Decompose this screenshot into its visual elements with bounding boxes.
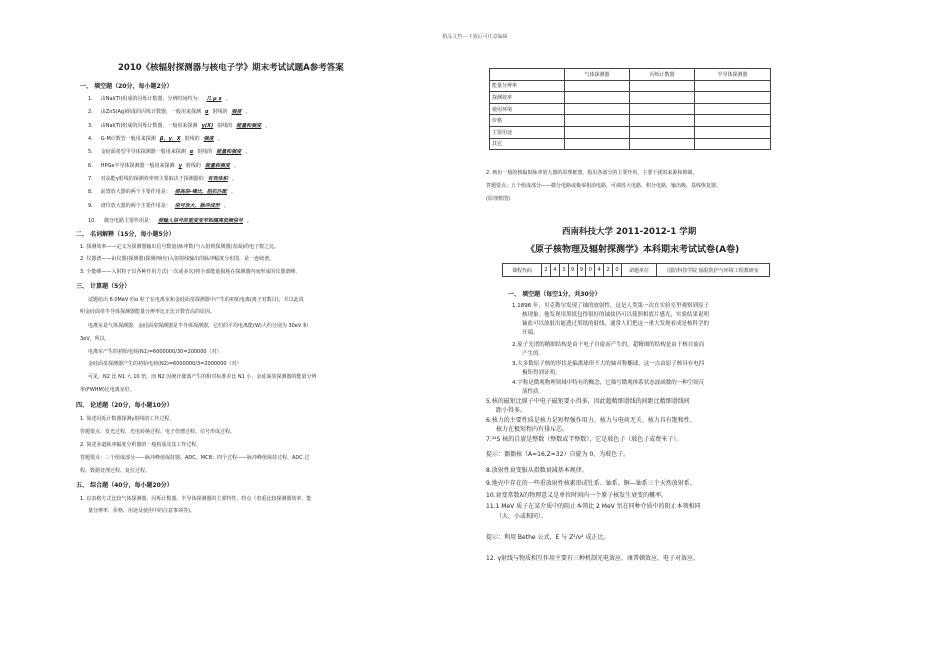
fill-item: [88, 124, 270, 130]
section-def-title: 二、 名词解释（15分，每小题5分）: [76, 231, 175, 238]
question-text: 。: [245, 109, 251, 115]
def-item: 3. 全能峰——入射粒子以各种作用方式(一次或多次)将全部能量损耗在探测器内而形成的仪器谱峰。: [80, 269, 301, 275]
code-digit: 3: [559, 264, 568, 277]
calc-line: 金硅面垒探测器产生的初始电荷(N2)=6000000/3=2000000（对）: [88, 361, 242, 367]
question-text: 6.: [88, 163, 93, 169]
q2-answer: 答题要点：五个组成部分——微分电路或极零相消电路，可调放大电路，积分电路，输出级，基线恢复器。: [486, 183, 722, 189]
exam-line: 3.大多数原子核的形状是偏离球形不大的轴对称椭球，这一点由原子核具有电四: [512, 361, 705, 367]
exam-line: 1.1896 年，贝克勒尔发现了铀的放射性，这是人类第一次在实验室里观察到原子: [512, 303, 709, 309]
section-calc-title: 三、 计算题（5分）: [76, 283, 131, 290]
question-text: 射线的: [212, 109, 228, 115]
answer-text: 能量和强度: [216, 149, 242, 155]
question-text: 前置放大器的两个主要作用是：: [100, 189, 171, 195]
question-text: 7.: [88, 176, 93, 182]
question-text: G-M计数管一般用来探测: [100, 136, 156, 142]
code-digit: 0: [613, 264, 622, 277]
exam-line: 极矩得到证明。: [522, 370, 561, 376]
comparison-table: [489, 68, 771, 150]
code-digit: 9: [568, 264, 577, 277]
essay-line: 1. 简述闪烁计数器探测γ射线的工作过程。: [80, 416, 175, 422]
question-text: 射线的: [184, 136, 200, 142]
section-fill-title-2: 一、 填空题（每空1分，共30分）: [508, 291, 601, 298]
row-label: 价格: [490, 115, 565, 127]
question-text: 10.: [88, 218, 96, 224]
exam-line: 8.放射性衰变服从指数衰减基本规律。: [486, 467, 588, 474]
code-digit: 0: [586, 264, 595, 277]
table-row: [490, 115, 771, 127]
exam-line: 10.衰变常数λ的物理意义是单位时间内一个原子核发生衰变的概率。: [486, 492, 668, 499]
row-label: 探测效率: [490, 92, 565, 104]
answer-text: γ(X): [201, 123, 214, 129]
exam-line: 提示：偶偶核（A=16,Z=32）自旋为 0，为玻色子。: [486, 451, 630, 458]
row-label: 使用环境: [490, 103, 565, 115]
question-text: 3.: [88, 123, 93, 129]
comp-line: 量分辨率、价格、用途及使用中的注意事项等)。: [88, 508, 195, 514]
section-essay-title: 四、 论述题（20分，每小题10分）: [76, 402, 173, 409]
exam-line: （大、小或相同）。: [496, 513, 548, 520]
question-text: 。: [245, 149, 251, 155]
fill-item: [88, 97, 231, 103]
question-text: 1.: [88, 96, 93, 102]
essay-line: 答题要点：三个组成部分——脉冲峰值保持器、ADC、MCB；四个过程——脉冲峰值保持过程、ADC 过: [80, 455, 310, 461]
info-cell: 国防科技学院 辐射防护与环境工程教研室: [657, 264, 770, 277]
section-fill-title: 一、 填空题（20分，每小题2分）: [80, 83, 173, 90]
exam-line: 7.³²S 核的自旋是整数（整数或半整数），它是玻色子（玻色子或费米子）。: [486, 436, 683, 443]
row-label: 主要用途: [490, 126, 565, 138]
question-text: 。: [231, 176, 237, 182]
question-text: 2.: [88, 109, 93, 115]
question-text: 射线的: [197, 149, 213, 155]
question-text: 。: [233, 163, 239, 169]
question-text: HPGe半导体探测器一般用来探测: [100, 163, 175, 169]
exam-title-2: 《原子核物理及辐射探测学》本科期末考试试卷(A卷): [526, 245, 740, 255]
exam-line: 12. γ射线与物质相互作用主要有三种机制光电效应、康普顿效应、电子对效应。: [486, 555, 700, 562]
info-cell: 课程代码: [503, 264, 542, 277]
answer-text: 几 μ s: [206, 96, 222, 102]
page-header: 精品文档---下载后可任意编辑: [442, 34, 508, 40]
fill-item: [88, 137, 223, 143]
exam-line: 核现象。他发现用黑纸包得很好的铀盐仍可以使照相底片感光，实验结果说明: [522, 312, 710, 318]
question-text: 。: [265, 123, 271, 129]
answer-text: 提高信-噪比、阻抗匹配: [174, 189, 227, 195]
question-text: 。: [223, 203, 229, 209]
question-text: 谱仪放大器的两个主要作用是：: [100, 203, 171, 209]
question-text: 由NaI(Tl)组成的闪烁计数器，一般用来探测: [100, 123, 198, 129]
fill-item: [88, 177, 237, 183]
question-text: 射线的: [185, 163, 201, 169]
exam-line: 开端。: [522, 330, 539, 336]
question-text: 射线的: [217, 123, 233, 129]
question-text: 。: [230, 189, 236, 195]
answer-text: 信号放大、脉冲成形: [174, 203, 220, 209]
question-text: 。: [225, 96, 231, 102]
question-text: 金硅面垒型半导体探测器一般用来探测: [100, 149, 186, 155]
question-text: 。: [217, 136, 223, 142]
calc-line: 3eV。所以，: [80, 336, 110, 342]
question-text: 8.: [88, 189, 93, 195]
exam-title: 2010《核辐射探测器与核电子学》期末考试试题A参考答案: [118, 63, 344, 73]
university-title: 西南科技大学 2011-2012-1 学期: [562, 227, 697, 237]
table-header: 气体探测器: [565, 69, 630, 81]
code-digit: 9: [577, 264, 586, 277]
answer-text: α: [205, 109, 209, 115]
question-text: 由NaI(Tl)组成的闪烁计数器，分辨时间约为：: [100, 96, 203, 102]
answer-text: 能量和强度: [236, 123, 262, 129]
q2-answer: (原理框图): [486, 196, 510, 202]
exam-line: 6.核力的主要性质是核力是短程强作用力、核力与电荷无关、核力具有饱和性、: [486, 417, 696, 424]
table-header: 闪烁计数器: [630, 69, 695, 81]
answer-text: α: [189, 149, 194, 155]
exam-line: 提示：利用 Bethe 公式，E 与 Z²/v² 成正比。: [486, 534, 610, 541]
table-row: [490, 92, 771, 104]
exam-line: 铀盐可以放射出能透过黑纸的射线，通常人们把这一重大发现看成是核科学的: [522, 321, 710, 327]
question-text: 对高能γ射线的探测效率则主要取决于探测器的: [100, 176, 204, 182]
calc-line: 明金硅面垒半导体探测器能量分辨率比正比计数管高的原因。: [80, 309, 216, 315]
table-row: [490, 80, 771, 92]
exam-line: 11.1 MeV 质子在某介质中的阻止本领比 2 MeV 氘在同种介质中的阻止本领相同: [486, 503, 701, 510]
code-digit: 4: [595, 264, 604, 277]
question-text: 9.: [88, 203, 93, 209]
table-row: [503, 264, 770, 277]
exam-line: 5.核的磁矩比原子中电子磁矩要小得多，因此超精细谱线的间距比精细谱线间: [486, 398, 690, 405]
essay-line: 答题要点：发光过程、光电转换过程、电子倍增过程、信号形成过程。: [80, 429, 236, 435]
calc-line: 率(FWHM)比电离室好。: [80, 387, 135, 393]
answer-text: 能量和强度: [204, 163, 230, 169]
row-label: 能量分辨率: [490, 80, 565, 92]
def-item: 2. 仪器谱——由仪器(探测器)探测(响应)入射射线输出的脉冲幅度分布图，是一连续谱。: [80, 256, 275, 262]
exam-line: 产生的。: [522, 351, 545, 357]
answer-text: 强度: [203, 136, 214, 142]
code-digit: 2: [604, 264, 613, 277]
fill-item: [88, 190, 236, 196]
code-digit: 2: [542, 264, 551, 277]
exam-line: 9.地壳中存在的一些重放射性核素形成钍系、铀系、锕—铀系三个天然放射系。: [486, 480, 696, 487]
fill-item: [88, 219, 252, 225]
answer-text: 有效体积: [207, 176, 228, 182]
exam-line: 演性质。: [522, 389, 545, 395]
table-row: [490, 103, 771, 115]
fill-item: [88, 150, 250, 156]
table-header-row: [490, 69, 771, 81]
table-header: [490, 69, 565, 81]
table-row: [490, 126, 771, 138]
comp-line: 1. 以表格方式比较气体探测器、闪烁计数器、半导体探测器的主要特性、特点（着重比较探测器效率、能: [80, 496, 312, 502]
section-comp-title: 五、 综合题（40分，每小题20分）: [76, 482, 173, 489]
answer-text: β、γ、X: [159, 136, 181, 142]
q2-text: 2. 画出一般的核辐射脉冲放大器的原理框图，指出各部分的主要作用，主要干扰的来源和抑制。: [486, 170, 698, 176]
table-header: 半导体探测器: [695, 69, 771, 81]
exam-line: 核力在极短程内有排斥芯。: [496, 426, 569, 433]
code-digit: 4: [550, 264, 559, 277]
exam-line: 4.宇称是微观物理领域中特有的概念，它描写微观体系状态波函数的一种空间反: [512, 380, 705, 386]
fill-item: [88, 110, 251, 116]
question-text: 5.: [88, 149, 93, 155]
row-label: 其它: [490, 138, 565, 150]
question-text: 由ZnS(Ag)组成的闪烁计数器，一般用来探测: [100, 109, 202, 115]
essay-line: 程、数据处理过程、复位过程。: [80, 468, 151, 474]
exam-line: 2.原子光谱的精细结构是由于电子自旋而产生的，超精细的结构是由于核自旋而: [512, 342, 705, 348]
exam-line: 距小得多。: [496, 407, 527, 414]
def-item: 1. 探测效率——定义为探测器输出信号数量(脉冲数)与入射到探测器(表面)的电子数之比。: [80, 244, 280, 250]
question-text: 4.: [88, 136, 93, 142]
answer-text: 使输入信号的宽度变窄和隔离低频信号: [157, 218, 243, 224]
fill-item: [88, 204, 229, 210]
course-info-table: [502, 263, 770, 277]
question-text: 微分电路主要作用是：: [103, 218, 154, 224]
fill-item: [88, 164, 239, 170]
question-text: 。: [246, 218, 252, 224]
calc-line: 电离室是气体探测器，金硅面垒探测器是半导体探测器，它们的平均电离能(W)大约分别为 30eV 和: [88, 323, 308, 329]
table-row: [490, 138, 771, 150]
calc-line: 试题给出 6.0MeV 的α 粒子在电离室和金硅面垒探测器中产生的初始电离(离子对数目)，并以此说: [88, 297, 304, 303]
answer-text: γ: [178, 163, 182, 169]
answer-text: 强度: [231, 109, 242, 115]
info-cell: 命题单位: [622, 264, 657, 277]
calc-line: 可见，N2 比 N1 大 10 倍，而 N2 因统计涨落产生的相对标准差比 N1 小，金硅面垒探测器的能量分辨: [88, 374, 317, 380]
essay-line: 2. 简述多道脉冲幅度分析器的一般构成及其工作过程。: [80, 442, 202, 448]
calc-line: 电离室产生的初始电荷(N1)=6000000/30=200000（对）: [88, 349, 222, 355]
